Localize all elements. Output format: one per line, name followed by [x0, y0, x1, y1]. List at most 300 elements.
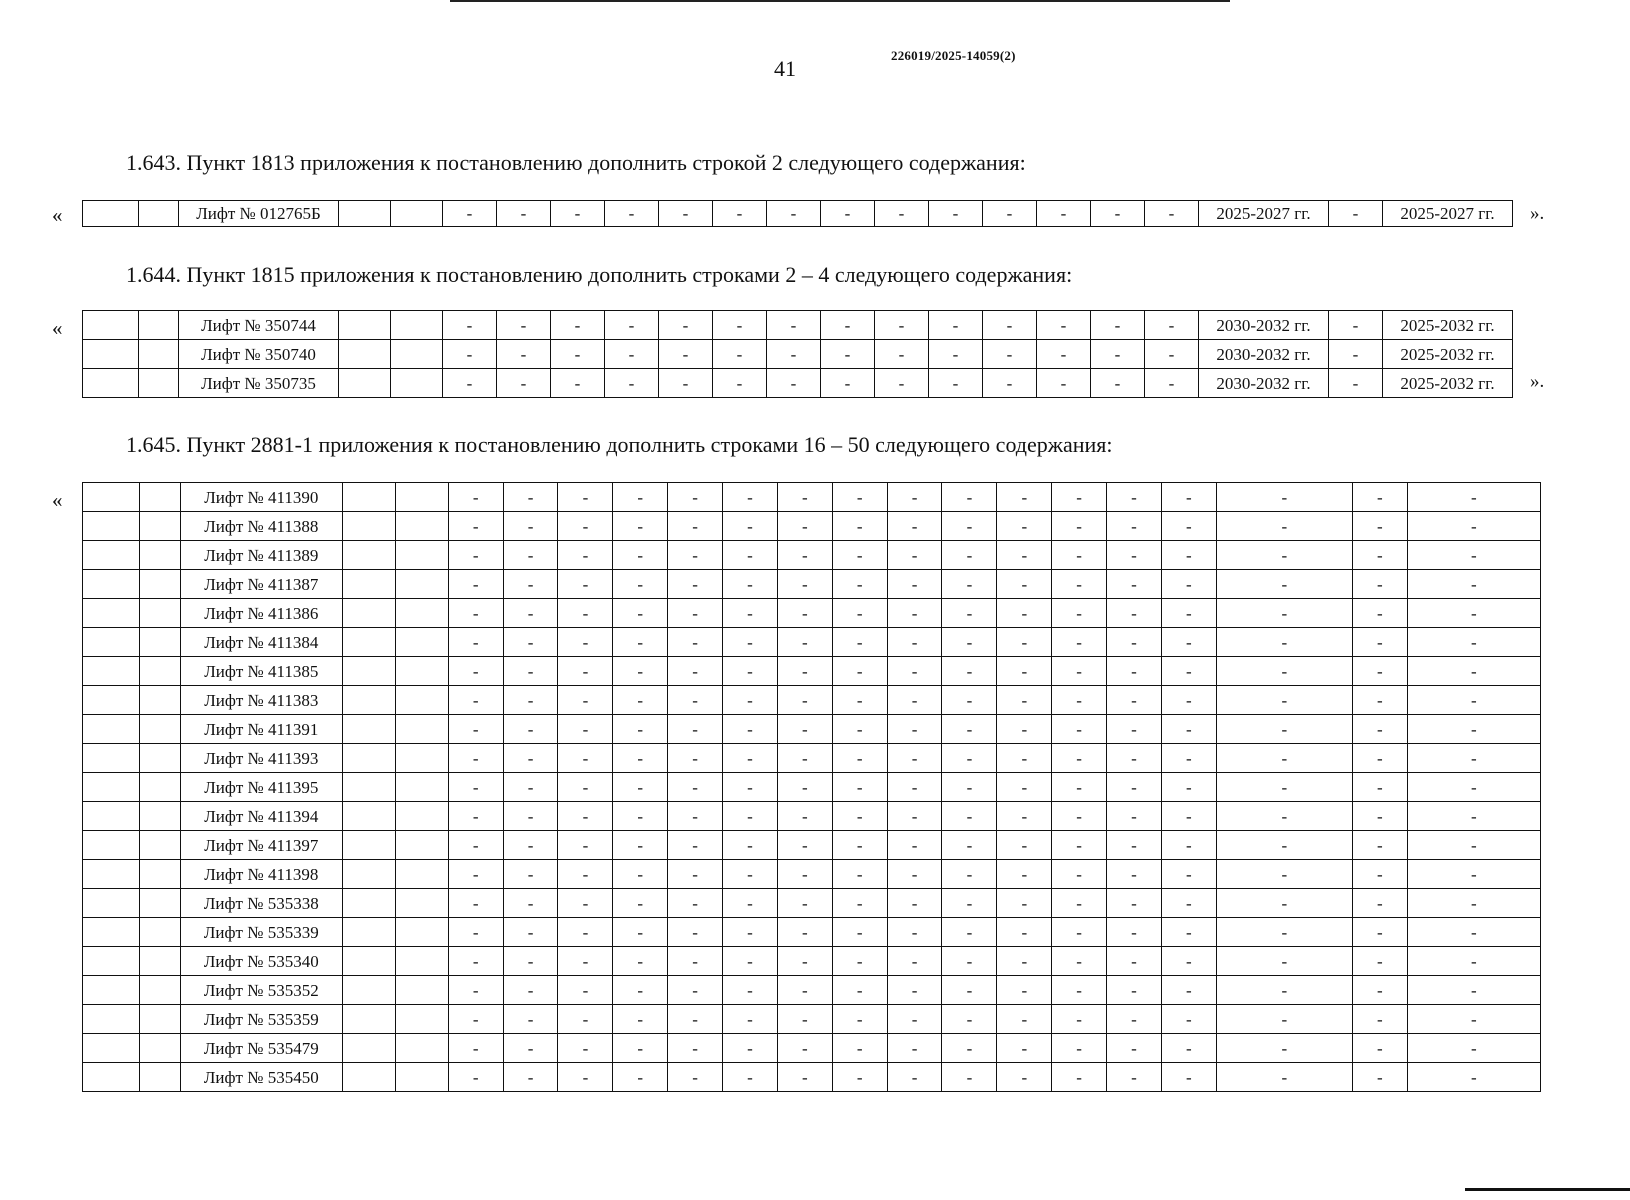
dash-cell: - — [1407, 1063, 1540, 1092]
dash-cell: - — [777, 715, 832, 744]
dash-cell: - — [1107, 831, 1162, 860]
dash-cell: - — [558, 773, 613, 802]
dash-cell: - — [1407, 483, 1540, 512]
dash-cell: - — [942, 773, 997, 802]
empty-cell — [343, 773, 396, 802]
dash-cell: - — [448, 947, 503, 976]
dash-cell: - — [613, 831, 668, 860]
dash-cell: - — [1052, 1005, 1107, 1034]
empty-cell — [83, 976, 140, 1005]
empty-cell — [83, 1005, 140, 1034]
dash-cell: - — [1052, 831, 1107, 860]
dash-cell: - — [997, 918, 1052, 947]
dash-cell: - — [1107, 802, 1162, 831]
empty-cell — [83, 369, 139, 398]
dash-cell: - — [832, 976, 887, 1005]
dash-cell: - — [1352, 599, 1407, 628]
dash-cell: - — [1407, 686, 1540, 715]
dash-cell: - — [1407, 976, 1540, 1005]
dash-cell: - — [777, 831, 832, 860]
dash-cell: - — [668, 541, 723, 570]
dash-cell: - — [723, 976, 778, 1005]
empty-cell — [391, 340, 443, 369]
empty-cell — [343, 628, 396, 657]
dash-cell: - — [1107, 860, 1162, 889]
dash-cell: - — [1407, 628, 1540, 657]
empty-cell — [83, 201, 139, 227]
empty-cell — [343, 918, 396, 947]
dash-cell: - — [1161, 831, 1216, 860]
table-row — [83, 541, 1541, 570]
empty-cell — [83, 773, 140, 802]
lift-name-cell: Лифт № 012765Б — [179, 201, 339, 227]
dash-cell: - — [723, 947, 778, 976]
table-row — [83, 889, 1541, 918]
lift-name-cell: Лифт № 350740 — [179, 340, 339, 369]
empty-cell — [343, 744, 396, 773]
dash-cell: - — [1407, 1005, 1540, 1034]
dash-cell: - — [777, 628, 832, 657]
dash-cell: - — [1352, 715, 1407, 744]
empty-cell — [395, 599, 448, 628]
dash-cell: - — [1161, 570, 1216, 599]
empty-cell — [139, 860, 180, 889]
dash-cell: - — [448, 628, 503, 657]
empty-cell — [395, 1063, 448, 1092]
dash-cell: - — [832, 686, 887, 715]
dash-cell: - — [558, 976, 613, 1005]
dash-cell: - — [668, 483, 723, 512]
empty-cell — [395, 512, 448, 541]
dash-cell: - — [613, 541, 668, 570]
dash-cell: - — [668, 1005, 723, 1034]
empty-cell — [395, 802, 448, 831]
dash-cell: - — [777, 1005, 832, 1034]
dash-cell: - — [929, 311, 983, 340]
dash-cell: - — [887, 657, 942, 686]
empty-cell — [395, 628, 448, 657]
empty-cell — [83, 340, 139, 369]
dash-cell: - — [1407, 947, 1540, 976]
dash-cell: - — [448, 773, 503, 802]
dash-cell: - — [558, 541, 613, 570]
empty-cell — [395, 1034, 448, 1063]
dash-cell: - — [821, 340, 875, 369]
empty-cell — [395, 773, 448, 802]
dash-cell: - — [1352, 570, 1407, 599]
dash-cell: - — [1107, 744, 1162, 773]
dash-cell: - — [448, 802, 503, 831]
dash-cell: - — [558, 570, 613, 599]
dash-cell: - — [668, 976, 723, 1005]
empty-cell — [395, 744, 448, 773]
empty-cell — [139, 744, 180, 773]
dash-cell: - — [558, 831, 613, 860]
dash-cell: - — [1216, 1063, 1352, 1092]
empty-cell — [83, 715, 140, 744]
empty-cell — [343, 715, 396, 744]
dash-cell: - — [983, 201, 1037, 227]
dash-cell: - — [887, 1063, 942, 1092]
lift-name-cell: Лифт № 411385 — [180, 657, 343, 686]
dash-cell: - — [503, 657, 558, 686]
dash-cell: - — [503, 512, 558, 541]
dash-cell: - — [777, 773, 832, 802]
dash-cell: - — [777, 686, 832, 715]
dash-cell: - — [942, 512, 997, 541]
empty-cell — [139, 628, 180, 657]
dash-cell: - — [448, 744, 503, 773]
dash-cell: - — [1052, 570, 1107, 599]
dash-cell: - — [777, 889, 832, 918]
empty-cell — [339, 340, 391, 369]
table-row — [83, 512, 1541, 541]
dash-cell: - — [832, 715, 887, 744]
dash-cell: - — [605, 201, 659, 227]
empty-cell — [83, 512, 140, 541]
dash-cell: - — [503, 802, 558, 831]
document-id: 226019/2025-14059(2) — [891, 48, 1016, 63]
dash-cell: - — [558, 1005, 613, 1034]
dash-cell: - — [1407, 1034, 1540, 1063]
dash-cell: - — [558, 1034, 613, 1063]
dash-cell: - — [1329, 201, 1383, 227]
dash-cell: - — [777, 599, 832, 628]
dash-cell: - — [942, 976, 997, 1005]
dash-cell: - — [887, 802, 942, 831]
empty-cell — [391, 201, 443, 227]
dash-cell: - — [997, 802, 1052, 831]
empty-cell — [343, 541, 396, 570]
dash-cell: - — [1107, 976, 1162, 1005]
dash-cell: - — [668, 802, 723, 831]
dash-cell: - — [723, 1063, 778, 1092]
lift-name-cell: Лифт № 535450 — [180, 1063, 343, 1092]
dash-cell: - — [1352, 686, 1407, 715]
dash-cell: - — [558, 628, 613, 657]
dash-cell: - — [558, 483, 613, 512]
empty-cell — [83, 1063, 140, 1092]
dash-cell: - — [723, 773, 778, 802]
dash-cell: - — [1407, 657, 1540, 686]
dash-cell: - — [558, 512, 613, 541]
dash-cell: - — [887, 889, 942, 918]
dash-cell: - — [832, 918, 887, 947]
dash-cell: - — [723, 889, 778, 918]
dash-cell: - — [448, 1034, 503, 1063]
period-cell: 2030-2032 гг. — [1199, 340, 1329, 369]
period-cell: 2025-2032 гг. — [1383, 369, 1513, 398]
dash-cell: - — [997, 686, 1052, 715]
dash-cell: - — [942, 860, 997, 889]
period-cell: 2025-2027 гг. — [1199, 201, 1329, 227]
dash-cell: - — [1407, 802, 1540, 831]
quote-close-1644: ». — [1530, 371, 1545, 392]
dash-cell: - — [723, 628, 778, 657]
dash-cell: - — [723, 512, 778, 541]
empty-cell — [395, 889, 448, 918]
dash-cell: - — [887, 628, 942, 657]
dash-cell: - — [942, 889, 997, 918]
dash-cell: - — [1216, 947, 1352, 976]
period-cell: 2030-2032 гг. — [1199, 369, 1329, 398]
dash-cell: - — [777, 657, 832, 686]
dash-cell: - — [821, 201, 875, 227]
dash-cell: - — [613, 657, 668, 686]
dash-cell: - — [1052, 1063, 1107, 1092]
empty-cell — [83, 1034, 140, 1063]
empty-cell — [83, 860, 140, 889]
dash-cell: - — [1216, 541, 1352, 570]
dash-cell: - — [1107, 1005, 1162, 1034]
table-row — [83, 947, 1541, 976]
dash-cell: - — [713, 340, 767, 369]
dash-cell: - — [1161, 657, 1216, 686]
period-cell: 2025-2027 гг. — [1383, 201, 1513, 227]
dash-cell: - — [668, 628, 723, 657]
dash-cell: - — [942, 1034, 997, 1063]
table-row — [83, 311, 1513, 340]
dash-cell: - — [448, 686, 503, 715]
dash-cell: - — [1407, 570, 1540, 599]
section-1643-text: 1.643. Пункт 1813 приложения к постановлению дополнить строкой 2 следующего содержания: — [126, 150, 1026, 175]
lift-name-cell: Лифт № 411386 — [180, 599, 343, 628]
dash-cell: - — [1052, 686, 1107, 715]
dash-cell: - — [832, 1034, 887, 1063]
dash-cell: - — [997, 1034, 1052, 1063]
dash-cell: - — [832, 889, 887, 918]
dash-cell: - — [613, 773, 668, 802]
dash-cell: - — [503, 889, 558, 918]
dash-cell: - — [997, 599, 1052, 628]
empty-cell — [139, 686, 180, 715]
lift-name-cell: Лифт № 535340 — [180, 947, 343, 976]
dash-cell: - — [777, 976, 832, 1005]
dash-cell: - — [983, 340, 1037, 369]
empty-cell — [83, 541, 140, 570]
dash-cell: - — [443, 369, 497, 398]
dash-cell: - — [767, 369, 821, 398]
empty-cell — [139, 340, 179, 369]
dash-cell: - — [723, 686, 778, 715]
dash-cell: - — [613, 802, 668, 831]
dash-cell: - — [723, 831, 778, 860]
dash-cell: - — [668, 773, 723, 802]
dash-cell: - — [1037, 340, 1091, 369]
dash-cell: - — [1216, 686, 1352, 715]
dash-cell: - — [1107, 715, 1162, 744]
dash-cell: - — [1052, 599, 1107, 628]
dash-cell: - — [942, 628, 997, 657]
table-row — [83, 831, 1541, 860]
dash-cell: - — [1161, 947, 1216, 976]
dash-cell: - — [668, 918, 723, 947]
dash-cell: - — [448, 570, 503, 599]
section-1645-text: 1.645. Пункт 2881-1 приложения к постановлению дополнить строками 16 – 50 следующего содержания: — [126, 432, 1113, 457]
empty-cell — [343, 860, 396, 889]
dash-cell: - — [448, 599, 503, 628]
dash-cell: - — [448, 512, 503, 541]
empty-cell — [83, 686, 140, 715]
dash-cell: - — [497, 369, 551, 398]
empty-cell — [343, 976, 396, 1005]
dash-cell: - — [723, 802, 778, 831]
dash-cell: - — [1145, 201, 1199, 227]
dash-cell: - — [1161, 976, 1216, 1005]
dash-cell: - — [1161, 744, 1216, 773]
dash-cell: - — [613, 686, 668, 715]
empty-cell — [395, 976, 448, 1005]
dash-cell: - — [551, 340, 605, 369]
dash-cell: - — [887, 860, 942, 889]
dash-cell: - — [558, 599, 613, 628]
dash-cell: - — [1161, 889, 1216, 918]
dash-cell: - — [1216, 715, 1352, 744]
dash-cell: - — [503, 715, 558, 744]
table-row — [83, 369, 1513, 398]
dash-cell: - — [1145, 340, 1199, 369]
empty-cell — [139, 715, 180, 744]
dash-cell: - — [503, 570, 558, 599]
dash-cell: - — [1037, 201, 1091, 227]
dash-cell: - — [997, 715, 1052, 744]
quote-open-1645: « — [52, 488, 63, 512]
empty-cell — [339, 311, 391, 340]
lift-name-cell: Лифт № 350735 — [179, 369, 339, 398]
dash-cell: - — [1216, 512, 1352, 541]
empty-cell — [139, 512, 180, 541]
dash-cell: - — [875, 369, 929, 398]
dash-cell: - — [1407, 889, 1540, 918]
lift-name-cell: Лифт № 535359 — [180, 1005, 343, 1034]
dash-cell: - — [605, 340, 659, 369]
dash-cell: - — [448, 889, 503, 918]
dash-cell: - — [1145, 311, 1199, 340]
dash-cell: - — [777, 483, 832, 512]
dash-cell: - — [875, 311, 929, 340]
dash-cell: - — [1052, 947, 1107, 976]
dash-cell: - — [832, 570, 887, 599]
table-row — [83, 976, 1541, 1005]
dash-cell: - — [723, 599, 778, 628]
period-cell: 2030-2032 гг. — [1199, 311, 1329, 340]
dash-cell: - — [1407, 918, 1540, 947]
empty-cell — [139, 773, 180, 802]
dash-cell: - — [942, 715, 997, 744]
lift-name-cell: Лифт № 535338 — [180, 889, 343, 918]
lift-name-cell: Лифт № 535339 — [180, 918, 343, 947]
empty-cell — [343, 1063, 396, 1092]
dash-cell: - — [887, 744, 942, 773]
dash-cell: - — [1352, 918, 1407, 947]
empty-cell — [395, 686, 448, 715]
table-row — [83, 1034, 1541, 1063]
dash-cell: - — [1352, 657, 1407, 686]
empty-cell — [139, 369, 179, 398]
empty-cell — [343, 599, 396, 628]
dash-cell: - — [887, 918, 942, 947]
dash-cell: - — [997, 947, 1052, 976]
dash-cell: - — [1052, 1034, 1107, 1063]
dash-cell: - — [503, 1005, 558, 1034]
dash-cell: - — [443, 311, 497, 340]
dash-cell: - — [1107, 686, 1162, 715]
dash-cell: - — [613, 512, 668, 541]
dash-cell: - — [723, 1005, 778, 1034]
page-number: 41 — [774, 56, 796, 81]
dash-cell: - — [1216, 744, 1352, 773]
empty-cell — [395, 1005, 448, 1034]
dash-cell: - — [1352, 512, 1407, 541]
dash-cell: - — [1052, 802, 1107, 831]
dash-cell: - — [997, 512, 1052, 541]
dash-cell: - — [1407, 512, 1540, 541]
dash-cell: - — [1216, 860, 1352, 889]
dash-cell: - — [1161, 802, 1216, 831]
dash-cell: - — [1216, 918, 1352, 947]
empty-cell — [83, 947, 140, 976]
dash-cell: - — [1052, 541, 1107, 570]
dash-cell: - — [997, 628, 1052, 657]
dash-cell: - — [551, 311, 605, 340]
dash-cell: - — [558, 715, 613, 744]
dash-cell: - — [1107, 773, 1162, 802]
dash-cell: - — [551, 369, 605, 398]
empty-cell — [343, 686, 396, 715]
lift-name-cell: Лифт № 411390 — [180, 483, 343, 512]
dash-cell: - — [613, 628, 668, 657]
dash-cell: - — [887, 1005, 942, 1034]
dash-cell: - — [558, 802, 613, 831]
lift-name-cell: Лифт № 411395 — [180, 773, 343, 802]
dash-cell: - — [448, 657, 503, 686]
dash-cell: - — [613, 1034, 668, 1063]
dash-cell: - — [777, 1034, 832, 1063]
empty-cell — [343, 947, 396, 976]
dash-cell: - — [887, 512, 942, 541]
dash-cell: - — [668, 947, 723, 976]
lift-name-cell: Лифт № 411391 — [180, 715, 343, 744]
empty-cell — [83, 628, 140, 657]
dash-cell: - — [1407, 715, 1540, 744]
lift-name-cell: Лифт № 350744 — [179, 311, 339, 340]
dash-cell: - — [558, 686, 613, 715]
dash-cell: - — [1407, 744, 1540, 773]
empty-cell — [339, 369, 391, 398]
dash-cell: - — [997, 889, 1052, 918]
table-row — [83, 918, 1541, 947]
dash-cell: - — [1161, 628, 1216, 657]
dash-cell: - — [997, 483, 1052, 512]
empty-cell — [391, 311, 443, 340]
empty-cell — [83, 918, 140, 947]
empty-cell — [139, 570, 180, 599]
dash-cell: - — [832, 1005, 887, 1034]
dash-cell: - — [1161, 512, 1216, 541]
table-row — [83, 201, 1513, 227]
dash-cell: - — [777, 541, 832, 570]
dash-cell: - — [1216, 802, 1352, 831]
dash-cell: - — [448, 831, 503, 860]
dash-cell: - — [497, 311, 551, 340]
dash-cell: - — [942, 1005, 997, 1034]
empty-cell — [83, 311, 139, 340]
empty-cell — [83, 657, 140, 686]
dash-cell: - — [821, 311, 875, 340]
dash-cell: - — [1216, 831, 1352, 860]
dash-cell: - — [997, 570, 1052, 599]
dash-cell: - — [668, 570, 723, 599]
